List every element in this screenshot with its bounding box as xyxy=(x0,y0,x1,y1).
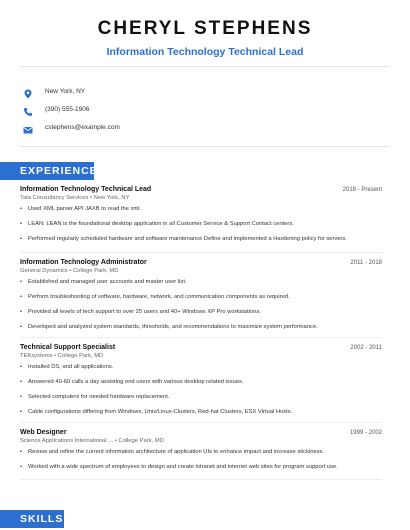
job-bullet: • Used XML parser API JAXB to read the xml. xyxy=(20,206,382,213)
job-company-line xyxy=(20,438,382,444)
email-icon xyxy=(23,122,33,132)
job-title: Information Technology Technical Lead xyxy=(20,186,152,193)
job-entry xyxy=(20,186,382,252)
contact-email xyxy=(20,118,390,136)
job-company: Science Applications International ... xyxy=(20,438,114,444)
job-dates: 2018 - Present xyxy=(342,187,382,193)
skills-heading-text: SKILLS xyxy=(20,513,64,525)
job-bullet: • Review and refine the current information architecture of application UIs to enhance impact and increase stickiness. xyxy=(20,449,382,456)
header-divider xyxy=(20,66,390,67)
job-bullet: • Selected computers for needed hardware replacement. xyxy=(20,394,382,401)
job-location: College Park, MD xyxy=(118,438,164,444)
job-divider xyxy=(20,422,382,423)
candidate-name: CHERYL STEPHENS xyxy=(97,18,313,39)
job-bullet: • Provided all levels of tech support to over 25 users and 40+ Windows XP Pro workstations. xyxy=(20,309,382,316)
job-dates: 1999 - 2002 xyxy=(349,430,382,436)
phone-text: (390) 555-1906 xyxy=(45,105,90,113)
email-text[interactable]: cstephens@example.com xyxy=(45,123,120,131)
separator-dot: • xyxy=(89,195,94,201)
job-company: General Dynamics xyxy=(20,268,68,274)
job-dates: 2002 - 2011 xyxy=(350,345,382,351)
location-text: New York, NY xyxy=(45,87,86,95)
experience-section xyxy=(20,186,382,480)
candidate-role: Information Technology Technical Lead xyxy=(106,46,304,58)
job-title: Technical Support Specialist xyxy=(20,344,116,351)
experience-heading-text: EXPERIENCE xyxy=(20,165,98,177)
contact-divider xyxy=(20,146,390,147)
job-company-line xyxy=(20,353,382,359)
job-location: College Park, MD xyxy=(57,353,104,359)
separator-dot: • xyxy=(114,438,119,444)
job-company-line xyxy=(20,268,382,274)
job-bullets xyxy=(20,364,382,416)
job-bullets xyxy=(20,449,382,471)
section-skills-heading xyxy=(0,510,64,528)
job-bullet: • LEAN: LEAN is the foundational desktop application in all Customer Service & Support Contact centers. xyxy=(20,221,382,228)
job-entry xyxy=(20,429,382,479)
contact-location xyxy=(20,82,390,100)
contact-phone xyxy=(20,100,390,118)
job-company-line xyxy=(20,195,382,201)
job-bullets xyxy=(20,206,382,243)
job-company: TEKsystems xyxy=(20,353,53,359)
resume-header xyxy=(0,0,410,58)
job-divider xyxy=(20,337,382,338)
location-pin-icon xyxy=(23,86,33,96)
contact-list xyxy=(20,82,390,136)
job-divider xyxy=(20,252,382,253)
job-entry xyxy=(20,344,382,422)
job-bullets xyxy=(20,279,382,331)
separator-dot: • xyxy=(69,268,73,274)
job-divider xyxy=(20,479,382,480)
job-title: Web Designer xyxy=(20,429,67,436)
job-bullet: • Installed DS, and all applications. xyxy=(20,364,382,371)
phone-icon xyxy=(23,104,33,114)
job-bullet: • Developed and analyzed system standards, thresholds, and recommendations to maximize system performance. xyxy=(20,324,382,331)
job-dates: 2011 - 2018 xyxy=(350,260,382,266)
job-entry xyxy=(20,259,382,337)
job-bullet: • Established and managed user accounts and master user list. xyxy=(20,279,382,286)
job-company: Tata Consultancy Services xyxy=(20,195,89,201)
job-bullet: • Answered 40-60 calls a day assisting end users with various desktop related issues. xyxy=(20,379,382,386)
separator-dot: • xyxy=(54,353,58,359)
job-bullet: • Performed regularly scheduled hardware and software maintenance Define and implemented a Hardening policy for servers. xyxy=(20,236,382,243)
section-experience-heading xyxy=(0,162,98,180)
job-location: New York, NY xyxy=(93,195,130,201)
job-bullet: • Worked with a wide spectrum of employees to design and create intranet and internet web sites for program support use. xyxy=(20,464,382,471)
job-bullet: • Cable configurations differing from Windows, Unix/Linux-Clusters, Red-hat Clusters, ESX Virtual Hosts. xyxy=(20,409,382,416)
job-bullet: • Perform troubleshooting of software, hardware, network, and communication components as required. xyxy=(20,294,382,301)
job-title: Information Technology Administrator xyxy=(20,259,147,266)
job-location: College Park, MD xyxy=(72,268,119,274)
